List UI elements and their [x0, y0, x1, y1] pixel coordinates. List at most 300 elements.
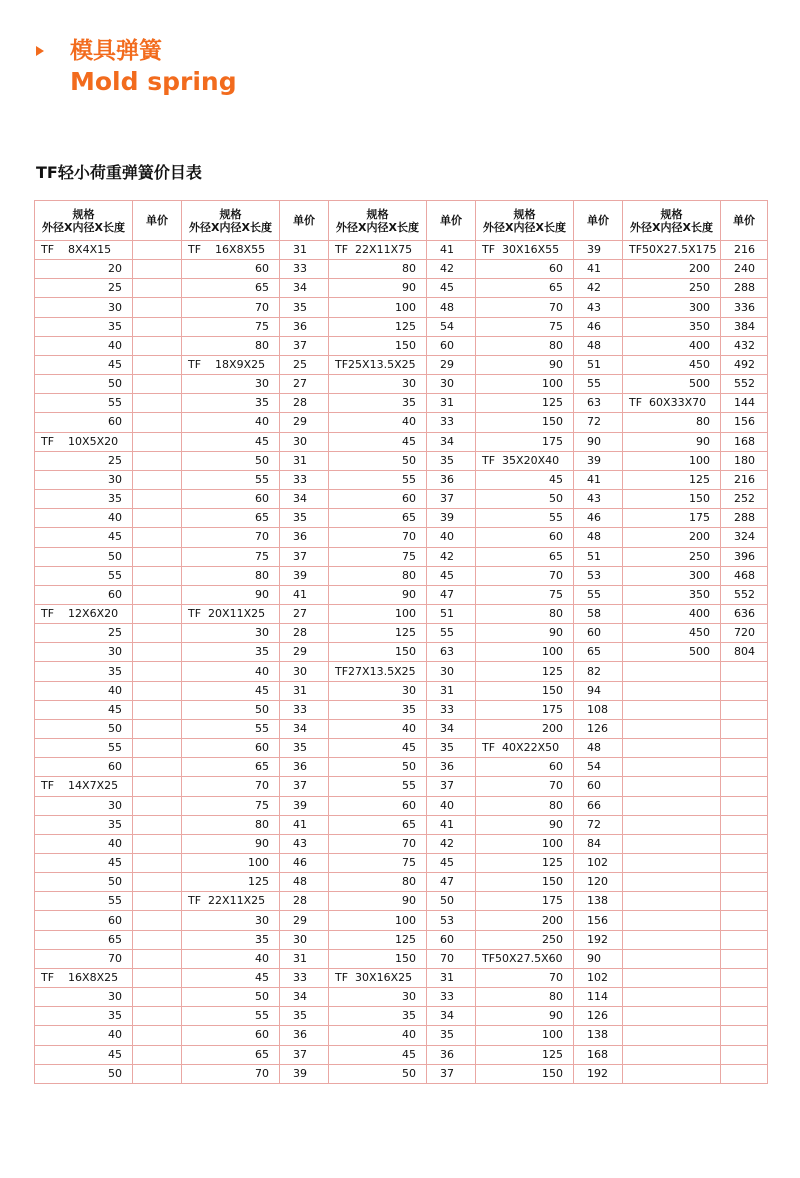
spec-cell: 60: [182, 260, 280, 279]
price-cell: 82: [574, 662, 623, 681]
spec-cell: 90: [476, 355, 574, 374]
spec-cell: 70: [182, 1064, 280, 1083]
spec-header-line2: 外径X内径X长度: [42, 220, 125, 234]
table-row: [35, 681, 768, 700]
table-row: [35, 355, 768, 374]
price-cell: [133, 700, 182, 719]
spec-cell: 70: [182, 777, 280, 796]
spec-cell: 150: [476, 413, 574, 432]
spec-header-line1: 规格: [72, 207, 95, 221]
table-row: [35, 700, 768, 719]
price-cell: 36: [280, 758, 329, 777]
table-row: [35, 394, 768, 413]
spec-cell: 30: [35, 643, 133, 662]
price-cell: 46: [574, 317, 623, 336]
price-cell: [133, 509, 182, 528]
price-cell: 39: [280, 566, 329, 585]
price-cell: 43: [574, 298, 623, 317]
spec-cell: 65: [329, 815, 427, 834]
column-header-spec: [329, 201, 427, 241]
price-cell: [133, 566, 182, 585]
price-cell: 35: [280, 1007, 329, 1026]
price-cell: [721, 968, 768, 987]
price-cell: 41: [427, 815, 476, 834]
table-row: [35, 624, 768, 643]
table-row: [35, 490, 768, 509]
price-cell: 47: [427, 873, 476, 892]
spec-cell: 50: [329, 451, 427, 470]
price-cell: [133, 854, 182, 873]
price-cell: 35: [280, 509, 329, 528]
spec-cell: 125: [329, 317, 427, 336]
spec-cell: 90: [476, 815, 574, 834]
price-cell: [133, 604, 182, 623]
price-cell: [133, 643, 182, 662]
spec-cell: 30: [329, 988, 427, 1007]
price-cell: 34: [280, 490, 329, 509]
spec-cell: 65: [476, 279, 574, 298]
price-cell: 144: [721, 394, 768, 413]
price-cell: 102: [574, 854, 623, 873]
price-cell: [133, 624, 182, 643]
price-cell: 29: [427, 355, 476, 374]
table-body: [35, 241, 768, 1084]
spec-header-line1: 规格: [219, 207, 242, 221]
table-row: [35, 758, 768, 777]
spec-cell: 60: [329, 796, 427, 815]
price-cell: 720: [721, 624, 768, 643]
price-cell: [133, 681, 182, 700]
spec-cell: 50: [476, 490, 574, 509]
price-cell: 636: [721, 604, 768, 623]
price-cell: 40: [427, 528, 476, 547]
spec-header-line2: 外径X内径X长度: [483, 220, 566, 234]
spec-cell: 25: [35, 451, 133, 470]
section-title-cn: 模具弹簧: [70, 38, 162, 64]
price-cell: 90: [574, 949, 623, 968]
price-cell: [721, 930, 768, 949]
spec-cell: 80: [476, 604, 574, 623]
price-cell: 36: [427, 1045, 476, 1064]
spec-header-line1: 规格: [366, 207, 389, 221]
price-cell: [133, 739, 182, 758]
price-cell: 41: [574, 260, 623, 279]
price-cell: 54: [574, 758, 623, 777]
spec-cell: 60: [35, 911, 133, 930]
spec-cell: 45: [329, 432, 427, 451]
spec-cell: 200: [476, 719, 574, 738]
price-table: [34, 200, 768, 1084]
spec-cell: 80: [182, 336, 280, 355]
spec-cell: 50: [35, 873, 133, 892]
price-cell: [133, 317, 182, 336]
price-cell: 33: [280, 260, 329, 279]
price-cell: 33: [427, 413, 476, 432]
table-row: [35, 1064, 768, 1083]
column-header-spec: [182, 201, 280, 241]
price-cell: 51: [427, 604, 476, 623]
price-cell: 31: [280, 681, 329, 700]
table-row: [35, 796, 768, 815]
price-cell: 120: [574, 873, 623, 892]
price-cell: 108: [574, 700, 623, 719]
price-cell: 396: [721, 547, 768, 566]
column-header-spec: [623, 201, 721, 241]
price-cell: 33: [280, 700, 329, 719]
spec-cell: [623, 892, 721, 911]
spec-cell: 450: [623, 624, 721, 643]
spec-cell: 35: [329, 394, 427, 413]
price-cell: 37: [427, 490, 476, 509]
spec-cell: 55: [329, 777, 427, 796]
price-cell: 42: [574, 279, 623, 298]
price-cell: 33: [280, 470, 329, 489]
price-cell: 27: [280, 375, 329, 394]
price-cell: 90: [574, 432, 623, 451]
price-cell: [133, 375, 182, 394]
spec-cell: TF 30X16X55: [476, 241, 574, 260]
spec-cell: 80: [329, 566, 427, 585]
spec-cell: [623, 739, 721, 758]
spec-cell: 70: [329, 834, 427, 853]
spec-cell: 125: [182, 873, 280, 892]
table-row: [35, 719, 768, 738]
spec-cell: 175: [476, 432, 574, 451]
price-cell: [133, 777, 182, 796]
spec-cell: 125: [329, 930, 427, 949]
price-cell: [133, 815, 182, 834]
spec-cell: 125: [329, 624, 427, 643]
spec-cell: TF 60X33X70: [623, 394, 721, 413]
spec-cell: 90: [329, 585, 427, 604]
spec-cell: TF 22X11X75: [329, 241, 427, 260]
price-cell: 39: [574, 241, 623, 260]
price-cell: [721, 1007, 768, 1026]
spec-cell: 450: [623, 355, 721, 374]
spec-cell: [623, 662, 721, 681]
table-row: [35, 375, 768, 394]
spec-cell: TF 8X4X15: [35, 241, 133, 260]
spec-cell: [623, 873, 721, 892]
spec-cell: 100: [476, 1026, 574, 1045]
price-cell: [133, 1045, 182, 1064]
table-row: [35, 834, 768, 853]
price-cell: [133, 355, 182, 374]
price-cell: 63: [574, 394, 623, 413]
table-row: [35, 643, 768, 662]
spec-cell: 65: [329, 509, 427, 528]
price-cell: [133, 968, 182, 987]
price-cell: 34: [427, 719, 476, 738]
table-row: [35, 336, 768, 355]
price-cell: [133, 930, 182, 949]
spec-cell: 50: [329, 1064, 427, 1083]
spec-cell: [623, 719, 721, 738]
column-header-price: 单价: [427, 201, 476, 241]
price-cell: 804: [721, 643, 768, 662]
spec-cell: 45: [182, 681, 280, 700]
price-cell: 28: [280, 892, 329, 911]
price-cell: 34: [280, 719, 329, 738]
spec-cell: 50: [182, 988, 280, 1007]
spec-cell: TF50X27.5X60: [476, 949, 574, 968]
price-cell: 53: [427, 911, 476, 930]
spec-cell: TF 35X20X40: [476, 451, 574, 470]
price-cell: 384: [721, 317, 768, 336]
spec-cell: 200: [476, 911, 574, 930]
table-row: [35, 873, 768, 892]
spec-cell: TF 16X8X55: [182, 241, 280, 260]
price-cell: 65: [574, 643, 623, 662]
price-cell: 60: [427, 930, 476, 949]
spec-cell: 90: [182, 834, 280, 853]
table-title: TF轻小荷重弹簧价目表: [36, 163, 202, 182]
spec-cell: [623, 854, 721, 873]
spec-cell: [623, 834, 721, 853]
spec-cell: 350: [623, 585, 721, 604]
table-row: [35, 892, 768, 911]
spec-cell: 35: [35, 490, 133, 509]
price-cell: [133, 279, 182, 298]
price-cell: 48: [574, 528, 623, 547]
price-cell: 36: [280, 317, 329, 336]
spec-cell: [623, 815, 721, 834]
spec-cell: 150: [329, 949, 427, 968]
price-cell: 36: [280, 1026, 329, 1045]
price-cell: 468: [721, 566, 768, 585]
price-cell: 63: [427, 643, 476, 662]
spec-cell: 75: [329, 854, 427, 873]
table-row: [35, 854, 768, 873]
price-cell: 72: [574, 413, 623, 432]
table-row: [35, 949, 768, 968]
price-cell: 48: [427, 298, 476, 317]
price-cell: [721, 662, 768, 681]
price-cell: [133, 298, 182, 317]
spec-cell: 70: [476, 298, 574, 317]
price-cell: 216: [721, 241, 768, 260]
price-cell: 35: [427, 739, 476, 758]
price-cell: [133, 241, 182, 260]
spec-cell: 100: [329, 911, 427, 930]
price-cell: 40: [427, 796, 476, 815]
price-cell: [721, 796, 768, 815]
spec-cell: TF25X13.5X25: [329, 355, 427, 374]
spec-cell: [623, 1064, 721, 1083]
table-row: [35, 777, 768, 796]
price-cell: 35: [427, 451, 476, 470]
spec-cell: TF 14X7X25: [35, 777, 133, 796]
price-cell: 35: [280, 739, 329, 758]
spec-cell: 125: [476, 1045, 574, 1064]
price-cell: 432: [721, 336, 768, 355]
spec-cell: 150: [476, 1064, 574, 1083]
spec-header-line2: 外径X内径X长度: [630, 220, 713, 234]
price-cell: [721, 911, 768, 930]
price-cell: 34: [427, 1007, 476, 1026]
table-header-row: [35, 201, 768, 241]
price-cell: [133, 490, 182, 509]
column-header-price: 单价: [574, 201, 623, 241]
spec-cell: 35: [329, 1007, 427, 1026]
spec-cell: 55: [476, 509, 574, 528]
spec-cell: [623, 796, 721, 815]
spec-cell: 30: [182, 624, 280, 643]
table-row: [35, 451, 768, 470]
price-cell: 66: [574, 796, 623, 815]
price-cell: 31: [280, 451, 329, 470]
price-cell: 552: [721, 585, 768, 604]
price-cell: [133, 719, 182, 738]
spec-cell: 30: [35, 796, 133, 815]
table-row: [35, 432, 768, 451]
spec-cell: 400: [623, 604, 721, 623]
price-cell: 168: [574, 1045, 623, 1064]
price-cell: 43: [574, 490, 623, 509]
spec-cell: 75: [476, 585, 574, 604]
price-cell: 50: [427, 892, 476, 911]
spec-cell: 55: [329, 470, 427, 489]
price-cell: 45: [427, 854, 476, 873]
spec-cell: [623, 681, 721, 700]
price-cell: [133, 873, 182, 892]
spec-cell: 80: [182, 566, 280, 585]
spec-cell: 90: [476, 624, 574, 643]
table-row: [35, 298, 768, 317]
price-cell: 126: [574, 1007, 623, 1026]
price-cell: 168: [721, 432, 768, 451]
price-cell: 39: [574, 451, 623, 470]
price-cell: 31: [427, 968, 476, 987]
price-cell: [721, 892, 768, 911]
price-cell: [133, 662, 182, 681]
price-cell: 252: [721, 490, 768, 509]
price-cell: 45: [427, 279, 476, 298]
spec-cell: 150: [476, 681, 574, 700]
price-cell: [133, 451, 182, 470]
spec-cell: 50: [329, 758, 427, 777]
price-cell: [133, 988, 182, 1007]
spec-cell: 90: [182, 585, 280, 604]
table-row: [35, 241, 768, 260]
spec-cell: 50: [182, 451, 280, 470]
price-cell: 114: [574, 988, 623, 1007]
price-cell: [721, 854, 768, 873]
spec-cell: 100: [182, 854, 280, 873]
spec-cell: 45: [35, 355, 133, 374]
price-cell: [133, 796, 182, 815]
spec-header-line2: 外径X内径X长度: [336, 220, 419, 234]
spec-cell: 45: [35, 528, 133, 547]
price-cell: 29: [280, 911, 329, 930]
price-cell: 39: [280, 796, 329, 815]
spec-cell: 40: [329, 1026, 427, 1045]
price-cell: 33: [280, 968, 329, 987]
spec-cell: 45: [182, 968, 280, 987]
spec-cell: 200: [623, 260, 721, 279]
spec-cell: 100: [476, 375, 574, 394]
spec-cell: 90: [329, 279, 427, 298]
spec-cell: 30: [35, 988, 133, 1007]
spec-cell: 70: [182, 298, 280, 317]
spec-cell: 40: [35, 1026, 133, 1045]
price-cell: 27: [280, 604, 329, 623]
price-cell: 42: [427, 260, 476, 279]
spec-cell: 30: [329, 375, 427, 394]
spec-cell: TF27X13.5X25: [329, 662, 427, 681]
spec-cell: 40: [182, 949, 280, 968]
price-cell: 72: [574, 815, 623, 834]
spec-cell: 80: [476, 336, 574, 355]
spec-header-line2: 外径X内径X长度: [189, 220, 272, 234]
spec-cell: 45: [182, 432, 280, 451]
table-row: [35, 528, 768, 547]
table-row: [35, 547, 768, 566]
spec-cell: 45: [476, 470, 574, 489]
price-cell: 138: [574, 892, 623, 911]
price-cell: 36: [427, 470, 476, 489]
spec-cell: 175: [476, 700, 574, 719]
spec-cell: [623, 988, 721, 1007]
price-cell: [133, 892, 182, 911]
spec-cell: 30: [182, 911, 280, 930]
spec-cell: 100: [623, 451, 721, 470]
spec-cell: 90: [623, 432, 721, 451]
spec-cell: 40: [182, 413, 280, 432]
spec-cell: 25: [35, 279, 133, 298]
price-cell: 492: [721, 355, 768, 374]
table-row: [35, 470, 768, 489]
price-cell: 55: [427, 624, 476, 643]
spec-cell: 100: [476, 643, 574, 662]
spec-cell: 65: [182, 1045, 280, 1064]
price-cell: 28: [280, 624, 329, 643]
spec-cell: 250: [476, 930, 574, 949]
spec-cell: 125: [623, 470, 721, 489]
spec-cell: 70: [182, 528, 280, 547]
spec-cell: 45: [35, 700, 133, 719]
price-cell: [721, 949, 768, 968]
table-row: [35, 585, 768, 604]
spec-cell: TF 22X11X25: [182, 892, 280, 911]
price-cell: [133, 413, 182, 432]
price-cell: [133, 758, 182, 777]
price-cell: 180: [721, 451, 768, 470]
spec-cell: 80: [329, 873, 427, 892]
price-cell: 288: [721, 509, 768, 528]
spec-cell: 350: [623, 317, 721, 336]
price-cell: [133, 949, 182, 968]
spec-cell: 20: [35, 260, 133, 279]
spec-cell: [623, 930, 721, 949]
spec-cell: 60: [476, 260, 574, 279]
price-cell: 35: [280, 298, 329, 317]
spec-cell: TF 12X6X20: [35, 604, 133, 623]
price-cell: 192: [574, 1064, 623, 1083]
price-cell: [133, 834, 182, 853]
spec-cell: 55: [35, 892, 133, 911]
price-cell: 30: [280, 930, 329, 949]
spec-cell: 55: [182, 1007, 280, 1026]
price-cell: 94: [574, 681, 623, 700]
price-cell: 552: [721, 375, 768, 394]
price-cell: [133, 336, 182, 355]
price-cell: [133, 432, 182, 451]
spec-cell: 75: [182, 317, 280, 336]
section-title-en: Mold spring: [70, 67, 237, 96]
spec-cell: [623, 1026, 721, 1045]
price-cell: 58: [574, 604, 623, 623]
